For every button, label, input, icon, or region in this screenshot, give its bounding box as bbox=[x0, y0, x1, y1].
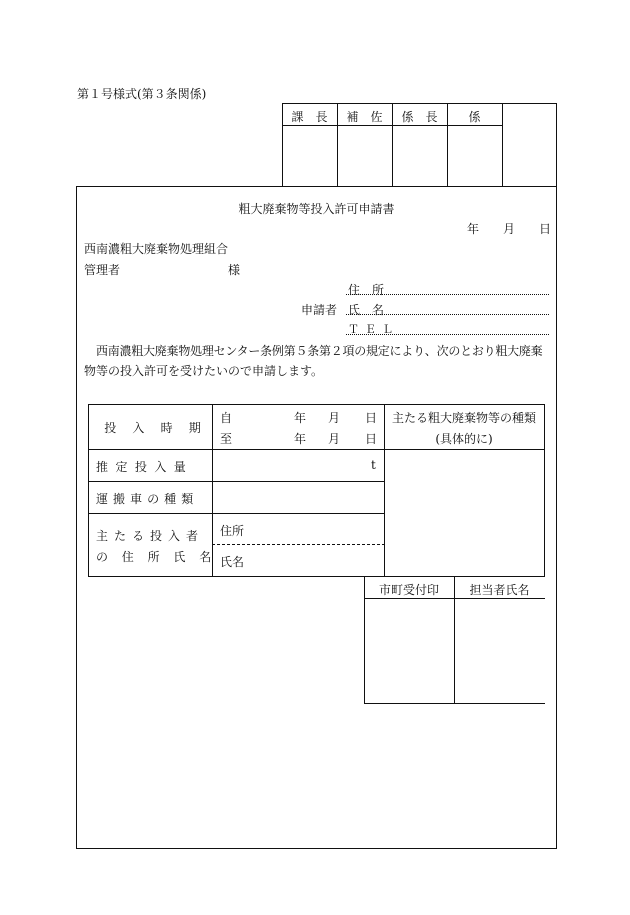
addressee-org: 西南濃粗大廃棄物処理組合 bbox=[84, 242, 229, 256]
applicant-label: 申請者 bbox=[301, 303, 338, 317]
period-to-year[interactable]: 年 bbox=[294, 432, 307, 446]
approval-header-staff: 係 bbox=[468, 110, 481, 124]
body-text-line-1: 西南濃粗大廃棄物処理センター条例第５条第２項の規定により、次のとおり粗大廃棄 bbox=[96, 344, 543, 358]
waste-type-subheader: (具体的に) bbox=[435, 432, 493, 446]
applicant-address-label: 住 所 bbox=[348, 283, 385, 297]
waste-type-header: 主たる粗大廃棄物等の種類 bbox=[391, 411, 536, 425]
period-from-label: 自 bbox=[220, 411, 233, 425]
period-from-month[interactable]: 月 bbox=[328, 411, 341, 425]
period-from-day[interactable]: 日 bbox=[365, 411, 378, 425]
addressee-sama: 様 bbox=[228, 263, 241, 277]
date-month: 月 bbox=[503, 222, 516, 236]
approval-header-subsection-chief: 係 長 bbox=[401, 110, 438, 124]
period-to-day[interactable]: 日 bbox=[365, 432, 378, 446]
amount-field[interactable] bbox=[213, 450, 363, 481]
period-to-month[interactable]: 月 bbox=[328, 432, 341, 446]
period-to-label: 至 bbox=[220, 432, 233, 446]
person-name-field[interactable] bbox=[250, 545, 384, 576]
vehicle-label: 運搬車の種類 bbox=[96, 492, 199, 506]
applicant-address-field[interactable] bbox=[346, 294, 549, 295]
person-address-field[interactable] bbox=[250, 514, 384, 544]
vehicle-field[interactable] bbox=[213, 482, 384, 513]
approval-header-assistant: 補 佐 bbox=[346, 110, 383, 124]
applicant-tel-field[interactable] bbox=[346, 334, 549, 335]
applicant-tel-label: ＴＥＬ bbox=[348, 323, 400, 336]
person-label-1: 主たる投入者 bbox=[96, 529, 205, 543]
period-label: 投入時期 bbox=[104, 421, 217, 435]
receipt-officer-header: 担当者氏名 bbox=[469, 583, 530, 597]
applicant-name-field[interactable] bbox=[346, 314, 549, 315]
person-name-label: 氏名 bbox=[220, 555, 245, 569]
receipt-stamp-field[interactable] bbox=[365, 599, 454, 703]
applicant-name-label: 氏 名 bbox=[348, 303, 385, 317]
person-address-label: 住所 bbox=[220, 524, 245, 538]
addressee-manager: 管理者 bbox=[84, 263, 121, 277]
receipt-officer-field[interactable] bbox=[455, 599, 544, 703]
approval-header-section-chief: 課 長 bbox=[291, 110, 328, 124]
amount-unit: t bbox=[371, 458, 376, 472]
period-from-year[interactable]: 年 bbox=[294, 411, 307, 425]
person-label-2: の住所氏名 bbox=[96, 550, 226, 564]
date-day: 日 bbox=[539, 222, 552, 236]
form-title: 粗大廃棄物等投入許可申請書 bbox=[238, 202, 395, 216]
amount-label: 推定投入量 bbox=[96, 460, 194, 474]
receipt-stamp-header: 市町受付印 bbox=[378, 583, 439, 597]
waste-type-field[interactable] bbox=[385, 450, 544, 576]
date-year: 年 bbox=[467, 222, 480, 236]
form-number: 第１号様式(第３条関係) bbox=[77, 87, 207, 101]
body-text-line-2: 物等の投入許可を受けたいので申請します。 bbox=[84, 364, 324, 378]
